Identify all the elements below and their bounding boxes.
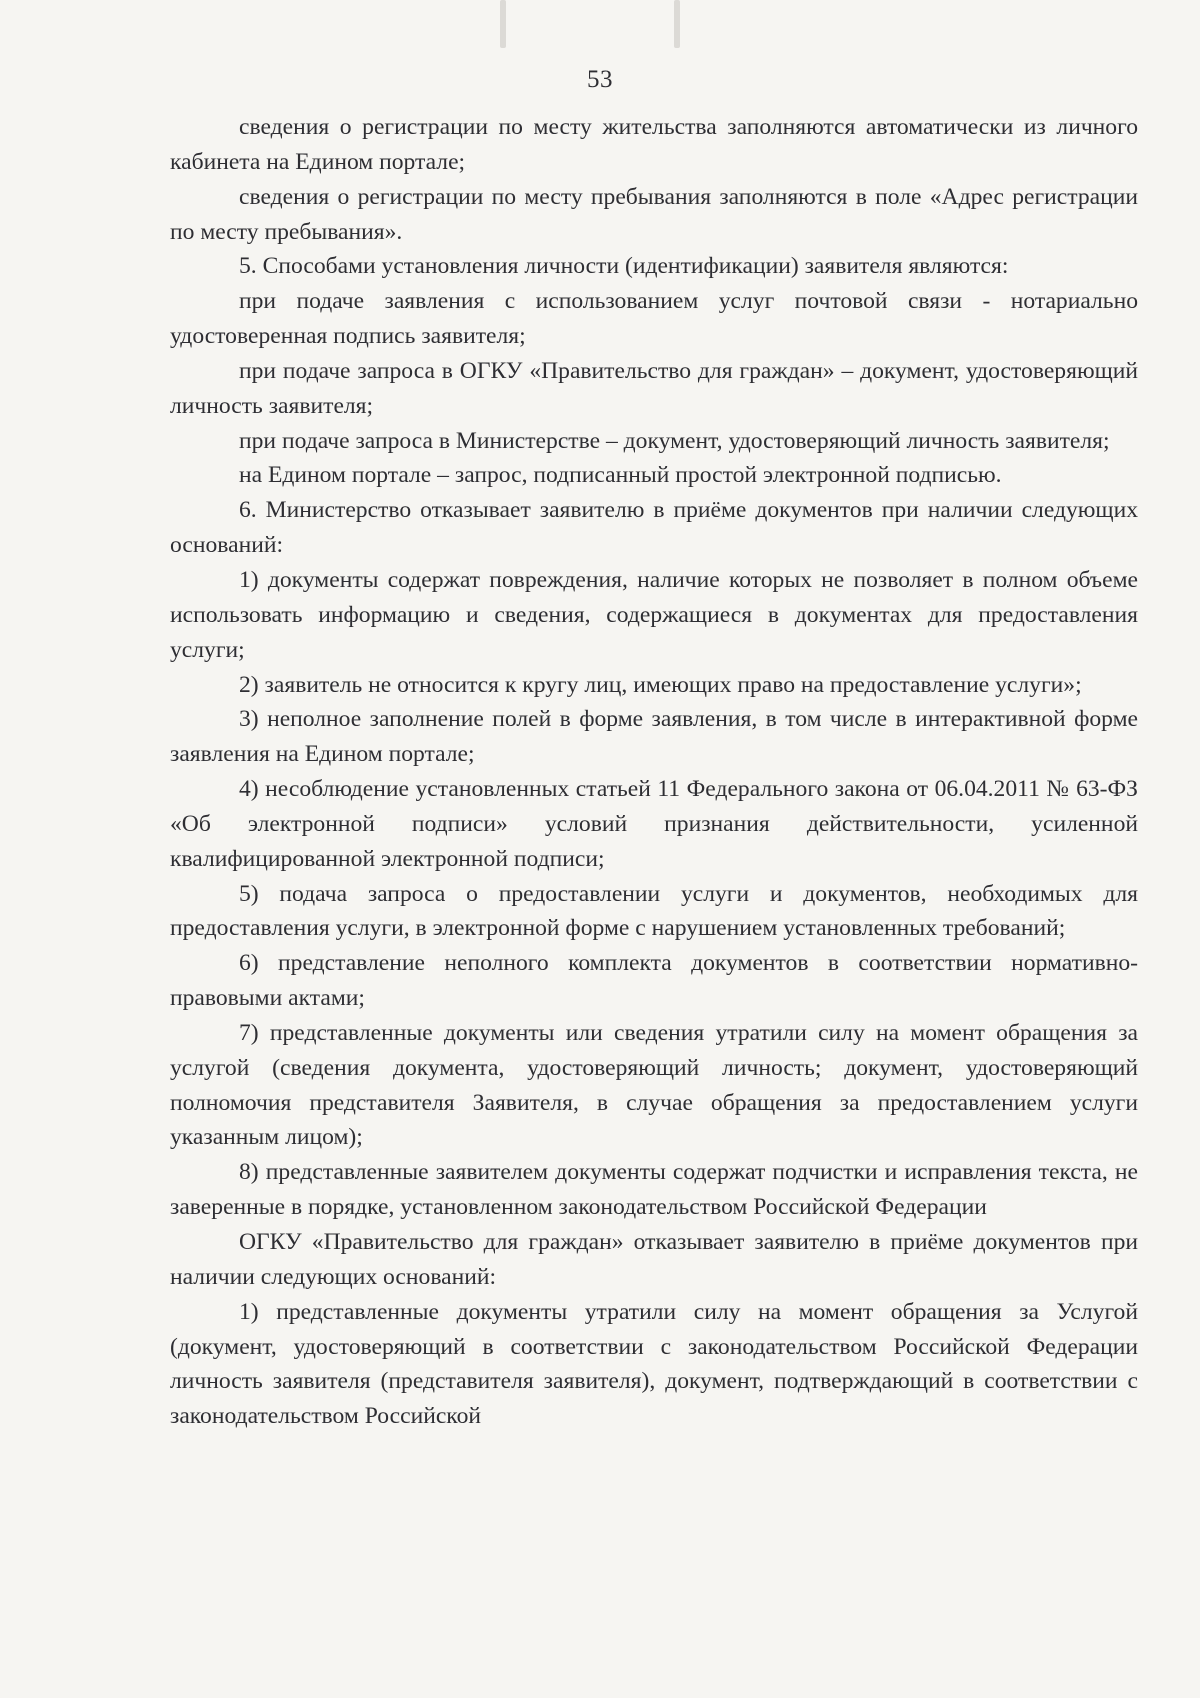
paragraph: 4) несоблюдение установленных статьей 11 Федерального закона от 06.04.2011 № 63-ФЗ «Об электронной подписи» условий признания действительности, усиленной квалифицированной электронной подписи; (170, 776, 1138, 872)
page-number: 53 (587, 66, 613, 93)
paragraph: на Едином портале – запрос, подписанный простой электронной подписью. (239, 462, 1002, 489)
paragraph: при подаче запроса в Министерстве – документ, удостоверяющий личность заявителя; (239, 427, 1110, 454)
paragraph: 1) представленные документы утратили силу на момент обращения за Услугой (документ, удостоверяющий в соответствии с законодательством Российской Федерации личность заявителя (представителя заявителя), документ, подтверждающий в соответствии с законодательством Российской (170, 1298, 1138, 1430)
paragraph: 6. Министерство отказывает заявителю в приёме документов при наличии следующих оснований: (170, 497, 1138, 559)
paragraph: сведения о регистрации по месту жительства заполняются автоматически из личного кабинета на Едином портале; (170, 114, 1138, 175)
paragraph: ОГКУ «Правительство для граждан» отказывает заявителю в приёме документов при наличии следующих оснований: (170, 1229, 1138, 1290)
paragraph: 2) заявитель не относится к кругу лиц, имеющих право на предоставление услуги»; (239, 671, 1082, 698)
paragraph: сведения о регистрации по месту пребывания заполняются в поле «Адрес регистрации по месту пребывания». (170, 183, 1138, 245)
scan-artifact (500, 0, 506, 48)
scan-artifact (674, 0, 680, 48)
paragraph: при подаче запроса в ОГКУ «Правительство для граждан» – документ, удостоверяющий личность заявителя; (170, 357, 1138, 419)
paragraph: 6) представление неполного комплекта документов в соответствии нормативно-правовыми актами; (170, 950, 1138, 1012)
document-body (170, 110, 1138, 1434)
paragraph: 8) представленные заявителем документы содержат подчистки и исправления текста, не заверенные в порядке, установленном законодательством Российской Федерации (170, 1159, 1138, 1221)
paragraph: 5) подача запроса о предоставлении услуги и документов, необходимых для предоставления услуги, в электронной форме с нарушением установленных требований; (170, 880, 1138, 942)
paragraph: 7) представленные документы или сведения утратили силу на момент обращения за услугой (сведения документа, удостоверяющий личность; документ, удостоверяющий полномочия представителя Заявителя, в случае обращения за предоставлением услуги указанным лицом); (170, 1019, 1138, 1151)
paragraph: 3) неполное заполнение полей в форме заявления, в том числе в интерактивной форме заявления на Едином портале; (170, 706, 1138, 768)
paragraph: 5. Способами установления личности (идентификации) заявителя являются: (239, 253, 1009, 280)
paragraph: при подаче заявления с использованием услуг почтовой связи - нотариально удостоверенная подпись заявителя; (170, 288, 1138, 350)
paragraph: 1) документы содержат повреждения, наличие которых не позволяет в полном объеме использовать информацию и сведения, содержащиеся в документах для предоставления услуги; (170, 566, 1138, 663)
